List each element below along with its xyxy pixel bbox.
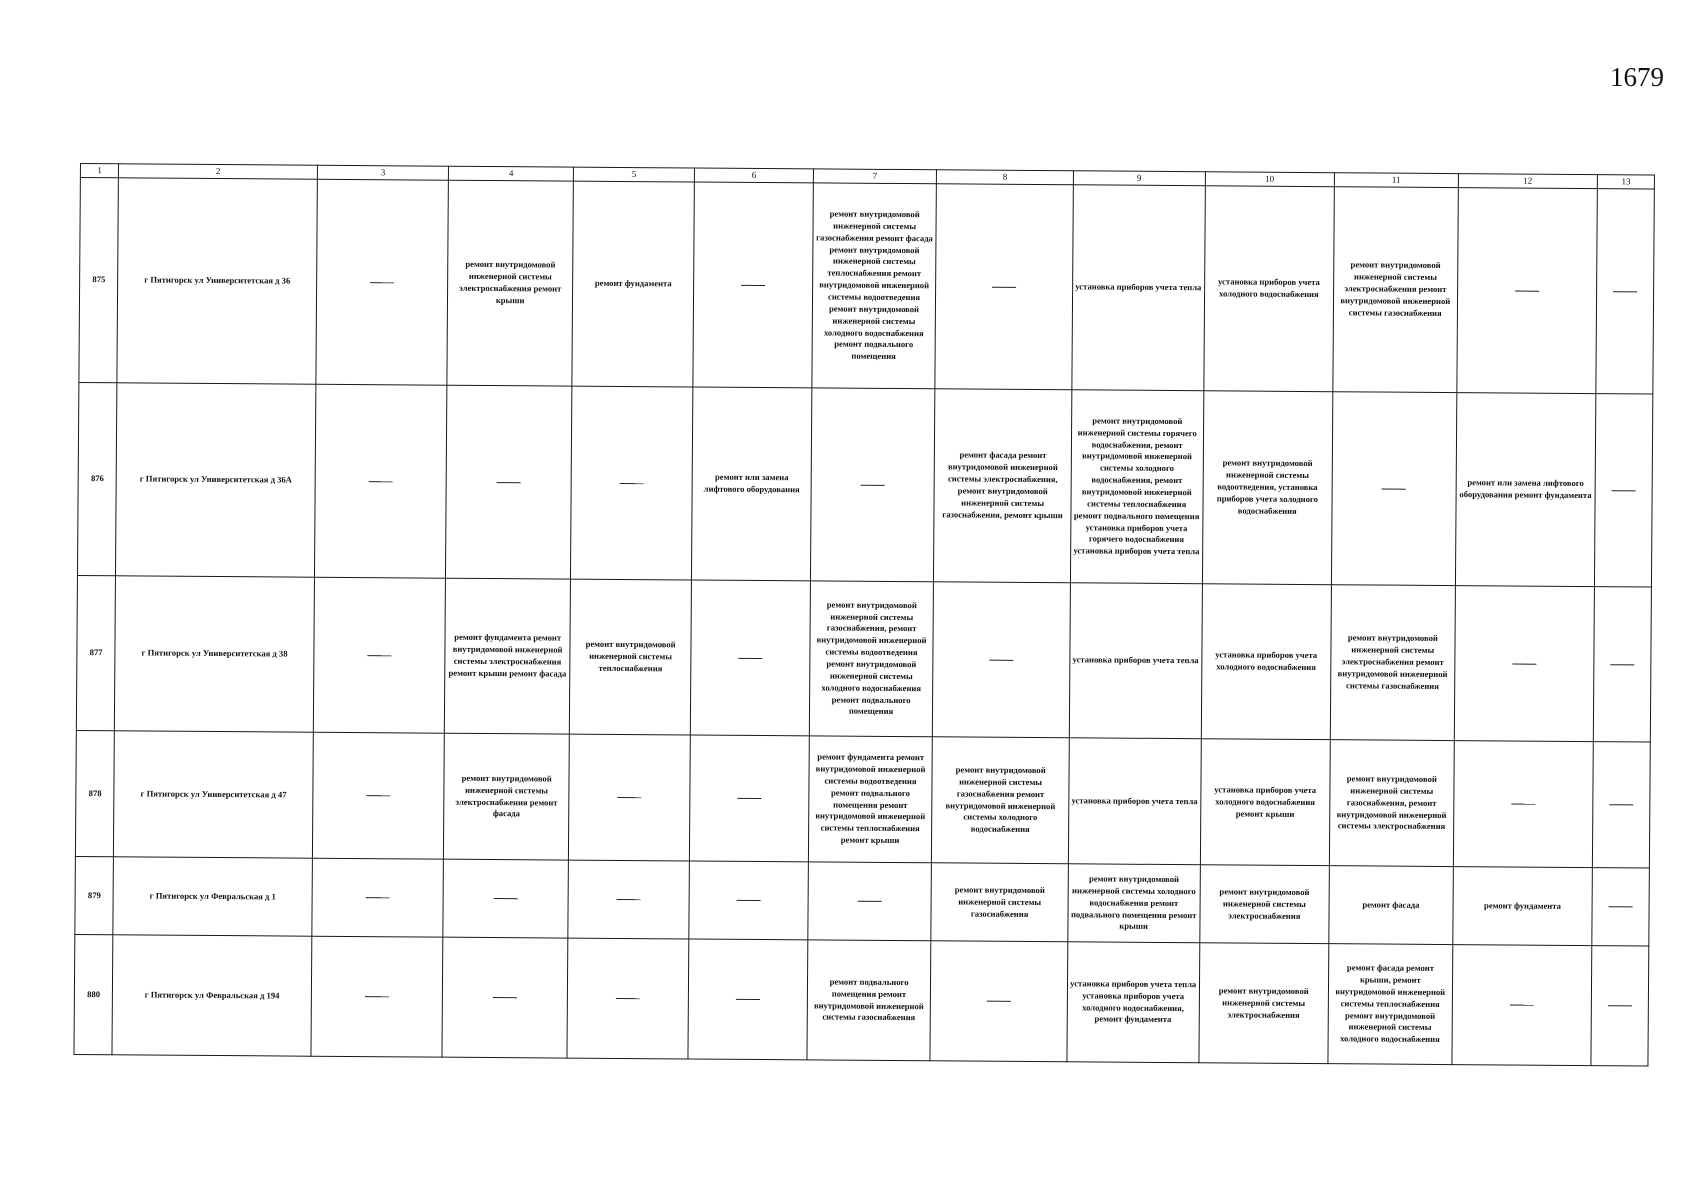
work-cell-col-7: ремонт подвального помещения ремонт внутридомовой инженерной системы газоснабжения: [807, 940, 931, 1061]
column-header: 11: [1334, 173, 1458, 188]
work-cell-col-9: установка приборов учета тепла: [1072, 185, 1205, 391]
work-cell-col-9: ремонт внутридомовой инженерной системы холодного водоснабжения ремонт подвального помещения ремонт крыши: [1068, 864, 1200, 943]
page-number: 1679: [1610, 62, 1664, 92]
empty-dash: [366, 795, 390, 796]
column-header: 10: [1205, 172, 1335, 187]
column-header: 6: [695, 168, 814, 183]
work-cell-col-12: [1451, 945, 1592, 1066]
work-cell-col-6: [691, 580, 811, 736]
empty-dash: [736, 999, 760, 1000]
empty-dash: [494, 898, 518, 899]
empty-dash: [370, 282, 394, 283]
work-cell-col-10: ремонт внутридомовой инженерной системы электроснабжения: [1198, 943, 1328, 1064]
work-cell-col-7: [808, 862, 932, 941]
empty-dash: [1382, 488, 1406, 489]
table-row: [76, 575, 1651, 742]
empty-dash: [617, 797, 641, 798]
empty-dash: [738, 657, 762, 658]
empty-dash: [1510, 1005, 1534, 1006]
column-header: 12: [1458, 174, 1598, 189]
empty-dash: [737, 798, 761, 799]
work-cell-col-11: [1332, 392, 1457, 586]
work-cell-col-6: [689, 861, 808, 940]
row-number-cell: 876: [77, 383, 117, 576]
work-cell-col-4: [442, 937, 567, 1058]
work-cell-col-4: [443, 859, 568, 938]
table-row: [79, 178, 1654, 395]
work-cell-col-9: установка приборов учета тепла: [1069, 583, 1202, 739]
work-cell-col-3: [312, 858, 444, 937]
table-body: [74, 178, 1654, 1067]
work-cell-col-7: [810, 388, 935, 582]
work-cell-col-3: [316, 179, 449, 385]
table-row: [77, 383, 1652, 587]
work-cell-col-13: [1593, 742, 1651, 868]
empty-dash: [1613, 291, 1637, 292]
work-cell-col-9: установка приборов учета тепла установка приборов учета холодного водоснабжения, ремонт фундамента: [1067, 942, 1199, 1063]
work-cell-col-12: [1454, 585, 1595, 741]
work-cell-col-10: ремонт внутридомовой инженерной системы водоотведения, установка приборов учета холодного водоснабжения: [1202, 391, 1333, 585]
column-header: 1: [80, 164, 119, 178]
column-header: 2: [119, 164, 317, 179]
work-cell-col-6: ремонт или замена лифтового оборудования: [692, 387, 812, 581]
empty-dash: [1609, 804, 1633, 805]
empty-dash: [369, 481, 393, 482]
work-cell-col-11: ремонт фасада: [1329, 866, 1453, 945]
empty-dash: [861, 484, 885, 485]
work-cell-col-4: ремонт внутридомовой инженерной системы электроснабжения ремонт фасада: [444, 733, 569, 860]
column-header: 13: [1598, 175, 1655, 189]
row-number-cell: 877: [76, 575, 116, 731]
work-cell-col-8: [933, 582, 1071, 738]
empty-dash: [616, 998, 640, 999]
column-header: 5: [573, 167, 695, 182]
empty-dash: [987, 1001, 1011, 1002]
column-header: 8: [937, 170, 1074, 185]
work-cell-col-3: [311, 936, 443, 1057]
work-cell-col-6: [690, 735, 809, 862]
empty-dash: [617, 899, 641, 900]
work-cell-col-13: [1592, 868, 1649, 947]
work-cell-col-5: [568, 734, 690, 861]
work-cell-col-5: ремонт внутридомовой инженерной системы теплоснабжения: [569, 579, 692, 735]
empty-dash: [493, 997, 517, 998]
work-cell-col-12: ремонт фундамента: [1452, 867, 1592, 946]
work-cell-col-10: установка приборов учета холодного водоснабжения: [1203, 186, 1334, 392]
work-cell-col-8: ремонт внутридомовой инженерной системы газоснабжения ремонт внутридомовой инженерной системы холодного водоснабжения: [932, 737, 1070, 864]
work-cell-col-11: ремонт внутридомовой инженерной системы газоснабжения, ремонт внутридомовой инженерной системы электроснабжения: [1329, 740, 1453, 867]
work-cell-col-3: [312, 732, 444, 859]
empty-dash: [989, 659, 1013, 660]
address-cell: г Пятигорск ул Университетская д 36: [117, 178, 317, 384]
empty-dash: [1610, 664, 1634, 665]
address-cell: г Пятигорск ул Университетская д 36А: [116, 383, 316, 577]
work-cell-col-4: [446, 385, 572, 579]
work-cell-col-13: [1594, 586, 1652, 742]
work-cell-col-6: [693, 182, 813, 388]
empty-dash: [1511, 804, 1535, 805]
row-number-cell: 880: [74, 935, 113, 1055]
empty-dash: [620, 483, 644, 484]
table-row: [75, 857, 1650, 947]
work-cell-col-3: [314, 384, 447, 578]
empty-dash: [1512, 663, 1536, 664]
row-number-cell: 878: [75, 731, 114, 857]
work-cell-col-8: ремонт фасада ремонт внутридомовой инженерной системы электроснабжения, ремонт внутридомовой инженерной системы газоснабжения, ремонт крыши: [934, 389, 1072, 583]
work-cell-col-6: [688, 939, 807, 1060]
empty-dash: [365, 996, 389, 997]
empty-dash: [1608, 1005, 1632, 1006]
work-cell-col-13: [1591, 946, 1649, 1066]
work-cell-col-10: установка приборов учета холодного водоснабжения: [1201, 584, 1332, 740]
work-cell-col-8: ремонт внутридомовой инженерной системы газоснабжения: [931, 863, 1068, 942]
column-header: 3: [317, 165, 449, 180]
work-cell-col-4: ремонт внутридомовой инженерной системы электроснабжения ремонт крыши: [447, 180, 573, 386]
empty-dash: [366, 897, 390, 898]
work-cell-col-10: установка приборов учета холодного водоснабжения ремонт крыши: [1200, 739, 1330, 866]
work-cell-col-12: [1456, 188, 1597, 394]
work-cell-col-5: [567, 938, 689, 1059]
work-cell-col-3: [313, 577, 446, 733]
work-cell-col-12: ремонт или замена лифтового оборудования ремонт фундамента: [1455, 393, 1596, 587]
empty-dash: [497, 482, 521, 483]
empty-dash: [858, 901, 882, 902]
work-cell-col-8: [935, 184, 1073, 390]
table-row: [74, 935, 1649, 1066]
table-row: [75, 731, 1650, 868]
address-cell: г Пятигорск ул Февральская д 194: [112, 935, 311, 1056]
row-number-cell: 879: [75, 857, 114, 935]
work-cell-col-11: ремонт внутридомовой инженерной системы электроснабжения ремонт внутридомовой инженерной системы газоснабжения: [1333, 187, 1458, 393]
row-number-cell: 875: [79, 178, 119, 383]
column-header: 7: [813, 169, 937, 184]
empty-dash: [737, 900, 761, 901]
work-cell-col-5: [568, 860, 690, 939]
work-cell-col-13: [1595, 394, 1653, 587]
work-cell-col-4: ремонт фундамента ремонт внутридомовой инженерной системы электроснабжения ремонт крыши ремонт фасада: [445, 578, 571, 734]
work-cell-col-7: ремонт внутридомовой инженерной системы газоснабжения ремонт фасада ремонт внутридомовой инженерной системы теплоснабжения ремонт внутридомовой инженерной системы водоотведения ремонт внутридомовой инженерной системы холодного водоснабжения ремонт подвального помещения: [812, 183, 937, 389]
work-cell-col-11: ремонт внутридомовой инженерной системы электроснабжения ремонт внутридомовой инженерной системы газоснабжения: [1330, 585, 1455, 741]
repair-schedule-table: [73, 163, 1654, 1067]
empty-dash: [1612, 490, 1636, 491]
work-cell-col-8: [930, 941, 1068, 1062]
empty-dash: [1609, 906, 1633, 907]
column-header: 4: [449, 166, 574, 181]
work-cell-col-9: ремонт внутридомовой инженерной системы горячего водоснабжения, ремонт внутридомовой инженерной системы холодного водоснабжения, ремонт внутридомовой инженерной системы теплоснабжения ремонт подвального помещения установка приборов учета горячего водоснабжения установка приборов учета тепла: [1070, 390, 1203, 584]
work-cell-col-5: ремонт фундамента: [572, 181, 695, 387]
column-header: 9: [1073, 171, 1205, 186]
work-cell-col-7: ремонт фундамента ремонт внутридомовой инженерной системы водоотведения ремонт подвального помещения ремонт внутридомовой инженерной системы теплоснабжения ремонт крыши: [808, 736, 932, 863]
empty-dash: [368, 655, 392, 656]
address-cell: г Пятигорск ул Университетская д 47: [114, 731, 313, 858]
work-cell-col-7: ремонт внутридомовой инженерной системы газоснабжения, ремонт внутридомовой инженерной системы водоотведения ремонт внутридомовой инженерной системы холодного водоснабжения ремонт подвального помещения: [809, 581, 934, 737]
work-cell-col-5: [570, 386, 693, 580]
address-cell: г Пятигорск ул Февральская д 1: [113, 857, 312, 937]
work-cell-col-9: установка приборов учета тепла: [1068, 738, 1200, 865]
empty-dash: [1515, 290, 1539, 291]
empty-dash: [741, 284, 765, 285]
work-cell-col-12: [1453, 741, 1594, 868]
work-cell-col-11: ремонт фасада ремонт крыши, ремонт внутридомовой инженерной системы теплоснабжения ремонт внутридомовой инженерной системы холодного водоснабжения: [1328, 944, 1452, 1065]
work-cell-col-10: ремонт внутридомовой инженерной системы электроснабжения: [1199, 865, 1329, 944]
address-cell: г Пятигорск ул Университетская д 38: [115, 576, 315, 733]
empty-dash: [992, 286, 1016, 287]
work-cell-col-13: [1596, 189, 1654, 394]
